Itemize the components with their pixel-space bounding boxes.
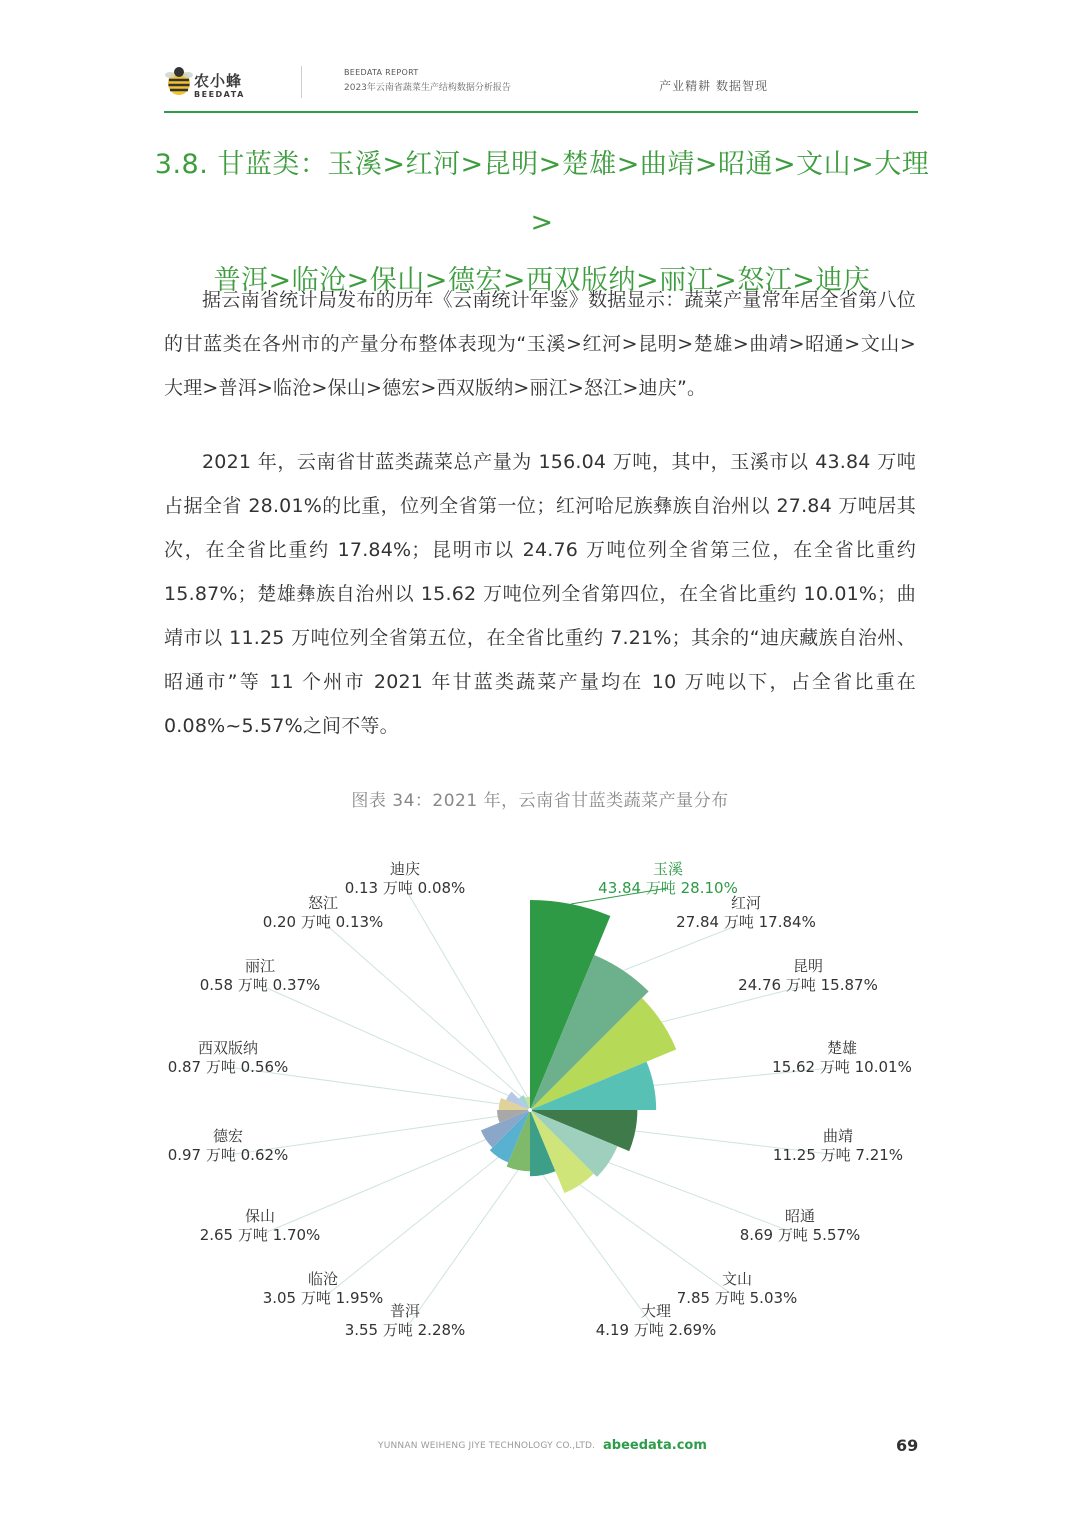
leader-line-9	[405, 1170, 518, 1330]
page-header	[164, 60, 918, 112]
slice-name-label-1: 玉溪	[652, 860, 684, 878]
slice-value-label-3: 24.76 万吨 15.87%	[738, 976, 878, 994]
bee-logo-icon	[164, 66, 194, 98]
leader-line-10	[323, 1157, 498, 1298]
slice-name-label-10: 临沧	[307, 1270, 339, 1288]
paragraph-intro: 据云南省统计局发布的历年《云南统计年鉴》数据显示：蔬菜产量常年居全省第八位的甘蓝类在各州市的产量分布整体表现为“玉溪>红河>昆明>楚雄>曲靖>昭通>文山>大理>普洱>临沧>保山>德宏>西双版纳>丽江>怒江>迪庆”。	[164, 289, 916, 399]
slice-value-label-11: 2.65 万吨 1.70%	[199, 1226, 321, 1244]
slice-name-label-14: 丽江	[244, 957, 276, 975]
slice-name-label-15: 怒江	[307, 894, 339, 912]
section-title-line-1: 3.8. 甘蓝类：玉溪>红河>昆明>楚雄>曲靖>昭通>文山>大理>	[154, 149, 930, 238]
slice-name-label-8: 大理	[640, 1302, 672, 1320]
slice-value-label-14: 0.58 万吨 0.37%	[199, 976, 321, 994]
slice-name-label-3: 昆明	[792, 957, 824, 975]
slice-value-label-4: 15.62 万吨 10.01%	[772, 1058, 912, 1076]
slice-value-label-10: 3.05 万吨 1.95%	[262, 1289, 384, 1307]
logo-chinese-text: 农小蜂	[194, 72, 243, 90]
slice-value-label-8: 4.19 万吨 2.69%	[595, 1321, 717, 1339]
page-number: 69	[896, 1436, 919, 1455]
slice-name-label-16: 迪庆	[389, 860, 421, 878]
footer-url-link[interactable]: abeedata.com	[603, 1438, 707, 1453]
footer-company: YUNNAN WEIHENG JIYE TECHNOLOGY CO.,LTD.	[378, 1441, 596, 1451]
slice-value-label-9: 3.55 万吨 2.28%	[344, 1321, 466, 1339]
logo-english-text: BEEDATA	[194, 90, 245, 99]
report-title: BEEDATA REPORT	[344, 68, 419, 77]
slice-name-label-11: 保山	[244, 1207, 276, 1225]
brand-logo	[164, 66, 274, 106]
header-slogan: 产业精耕 数据智现	[659, 79, 768, 93]
slice-value-label-6: 8.69 万吨 5.57%	[739, 1226, 861, 1244]
leader-line-11	[260, 1140, 486, 1235]
slice-value-label-7: 7.85 万吨 5.03%	[676, 1289, 798, 1307]
slice-value-label-2: 27.84 万吨 17.84%	[676, 913, 816, 931]
report-subtitle: 2023年云南省蔬菜生产结构数据分析报告	[344, 83, 511, 93]
leader-line-15	[323, 922, 521, 1097]
slice-value-label-13: 0.87 万吨 0.56%	[167, 1058, 289, 1076]
slice-name-label-4: 楚雄	[826, 1039, 858, 1057]
header-rule	[164, 111, 918, 113]
slice-value-label-12: 0.97 万吨 0.62%	[167, 1146, 289, 1164]
chart-title: 图表 34：2021 年，云南省甘蓝类蔬菜产量分布	[351, 791, 729, 811]
slice-name-label-5: 曲靖	[822, 1127, 854, 1145]
section-title-line-2: 普洱>临沧>保山>德宏>西双版纳>丽江>怒江>迪庆	[213, 265, 871, 296]
slice-name-label-9: 普洱	[389, 1302, 421, 1320]
slice-name-label-13: 西双版纳	[197, 1039, 259, 1057]
rose-slices	[481, 900, 676, 1193]
leader-line-6	[609, 1163, 800, 1235]
slice-value-label-16: 0.13 万吨 0.08%	[344, 879, 466, 897]
slice-value-label-5: 11.25 万吨 7.21%	[772, 1146, 904, 1164]
slice-name-label-2: 红河	[730, 894, 762, 912]
leader-line-16	[405, 888, 527, 1097]
header-divider	[301, 66, 302, 98]
paragraph-details: 2021 年，云南省甘蓝类蔬菜总产量为 156.04 万吨，其中，玉溪市以 43.84 万吨占据全省 28.01%的比重，位列全省第一位；红河哈尼族彝族自治州以 27.84 万吨居其次，在全省比重约 17.84%；昆明市以 24.76 万吨位列全省第三位，在全省比重约 15.87%；楚雄彝族自治州以 15.62 万吨位列全省第四位，在全省比重约 10.01%；曲靖市以 11.25 万吨位列全省第五位，在全省比重约 7.21%；其余的“迪庆藏族自治州、昭通市”等 11 个州市 2021 年甘蓝类蔬菜产量均在 10 万吨以下，占全省比重在 0.08%~5.57%之间不等。	[164, 451, 916, 737]
slice-name-label-12: 德宏	[212, 1127, 244, 1145]
rose-chart	[0, 820, 1080, 1400]
slice-value-label-15: 0.20 万吨 0.13%	[262, 913, 384, 931]
slice-name-label-6: 昭通	[784, 1207, 816, 1225]
slice-value-label-1: 43.84 万吨 28.10%	[598, 879, 738, 897]
slice-name-label-7: 文山	[721, 1270, 753, 1288]
